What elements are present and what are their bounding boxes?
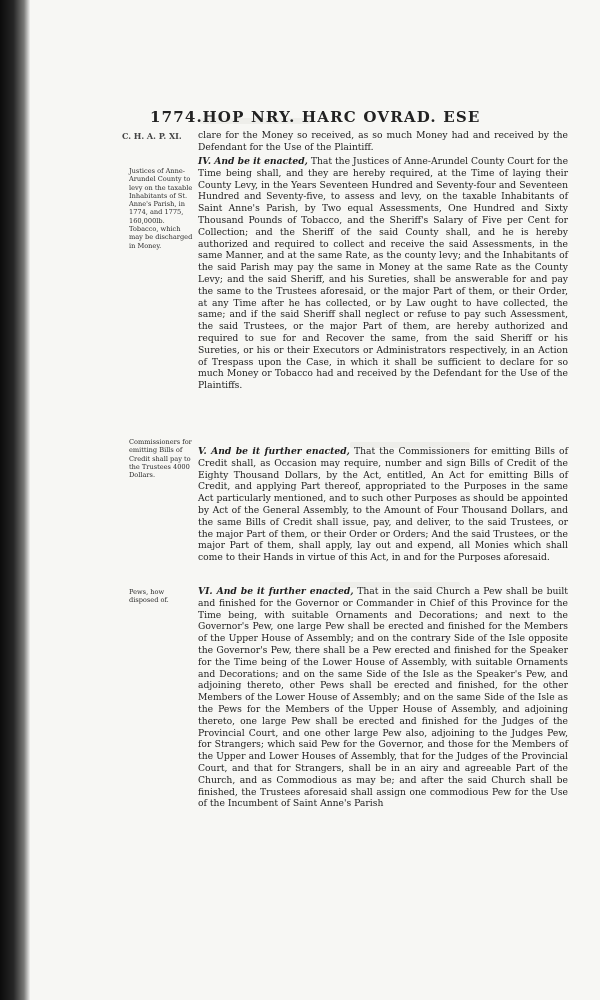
margin-note-levy: Justices of Anne-Arundel County to levy on the taxable Inhabitants of St. Anne's Parish, in 1774, and 1775, 160,000lb. Tobacco, which may be discharged in Money. <box>129 167 193 250</box>
chapter-label: C. H. A. P. XI. <box>122 131 182 141</box>
book-binding-edge <box>0 0 30 1000</box>
section-iv <box>198 156 568 392</box>
margin-note-pews: Pews, how disposed of. <box>129 588 169 605</box>
margin-note-commissioners: Commissioners for emitting Bills of Credit shall pay to the Trustees 4000 Dollars. <box>129 438 192 480</box>
section-vi-text: That in the said Church a Pew shall be built and finished for the Governor or Commander in Chief of this Province for the Time being, with suitable Ornaments and Decorations; and next to the Governor's Pew, one large Pew shall be erected and finished for the Members of the Upper House of Assembly; and on the contrary Side of the Isle opposite the Governor's Pew, there shall be a Pew erected and finished for the Speaker for the Time being of the Lower House of Assembly, with suitable Ornaments and Decorations; and on the same Side of the Isle as the Speaker's Pew, and adjoining thereto, other Pews shall be erected and finished, for the other Members of the Lower House of Assembly; and on the same Side of the Isle as the Pews for the Members of the Upper House of Assembly, and adjoining thereto, one large Pew shall be erected and finished for the Judges of the Provincial Court, and one other large Pew also, adjoining to the Judges Pew, for Strangers; which said Pew for the Governor, and those for the Members of the Upper and Lower Houses of Assembly, that for the Judges of the Provincial Court, and that for Strangers, shall be in an airy and agreeable Part of the Church, and as Commodious as may be; and after the said Church shall be finished, the Trustees aforesaid shall assign one commodious Pew for the Use of the Incumbent of Saint Anne's Parish <box>198 586 569 810</box>
section-iv-headline: IV. And be it enacted, <box>198 156 308 167</box>
section-v-headline: V. And be it further enacted, <box>198 446 350 457</box>
header-title: HOP NRY. HARC OVRAD. ESE <box>202 108 481 126</box>
section-vi-headline: VI. And be it further enacted, <box>198 586 354 597</box>
section-v-text: That the Commissioners for emitting Bills of Credit shall, as Occasion may require, number and sign Bills of Credit of the Eighty Thousand Dollars, by the Act, entitled, An Act for emitting Bills of Credit, and applying Part thereof, appropriated to the Purposes in the same Act particularly mentioned, and to such other Purposes as should be appointed by Act of the General Assembly, to the Amount of Four Thousand Dollars, and the same Bills of Credit shall issue, pay, and deliver, to the said Trustees, or the major Part of them, or their Order or Orders; And the said Trustees, or the major Part of them, shall apply, lay out and expend, all Monies which shall come to their Hands in virtue of this Act, in and for the Purposes aforesaid. <box>198 446 568 564</box>
page-header <box>150 108 570 128</box>
header-year: 1774. <box>150 108 203 126</box>
section-iv-text: That the Justices of Anne-Arundel County Court for the Time being shall, and they are hereby required, at the Time of laying their County Levy, in the Years Seventeen Hundred and Seventy-four and Seventeen Hundred and Seventy-five, to assess and levy, on the taxable Inhabitants of Saint Anne's Parish, by Two equal Assessments, One Hundred and Sixty Thousand Pounds of Tobacco, and the Sheriff's Salary of Five per Cent for Collection; and the Sheriff of the said County shall, and he is hereby authorized and required to collect and receive the said Assessments, in the same Manner, and at the same Rate, as the county levy; and the Inhabitants of the said Parish may pay the same in Money at the same Rate as the County Levy; and the said Sheriff, and his Sureties, shall be answerable for and pay the same to the Trustees aforesaid, or the major Part of them, or their Order, at any Time after he has collected, or by Law ought to have collected, the same; and if the said Sheriff shall neglect or refuse to pay such Assessment, the said Trustees, or the major Part of them, are hereby authorized and required to sue for and Recover the same, from the said Sheriff or his Sureties, or his or their Executors or Administrators respectively, in an Action of Trespass upon the Case, in which it shall be sufficient to declare for so much Money or Tobacco had and received by the Defendant for the Use of the Plaintiffs. <box>198 156 569 392</box>
section-v <box>198 446 568 564</box>
section-vi <box>198 586 568 810</box>
intro-text: clare for the Money so received, as so much Money had and received by the Defendant for the Use of the Plaintiff. <box>198 130 568 153</box>
